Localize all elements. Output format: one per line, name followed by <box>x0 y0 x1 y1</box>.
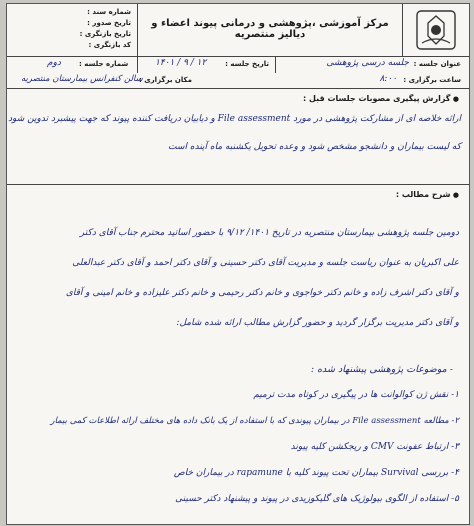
paragraph-line: دومین جلسه پژوهشی بیمارستان منتصریه در تاریخ ۱۴۰۱/ ۹/۱۲ با حضور اساتید محترم جناب آقای دکتر <box>79 228 459 238</box>
followup-line: ارائه خلاصه ای از مشارکت پژوهشی در مورد File assessment و دیابیان دریافت کننده پیوند که جهت پیشبرد تدوین شود <box>8 114 461 124</box>
session-info-row <box>7 56 469 89</box>
description-section <box>7 184 469 522</box>
document-sheet <box>6 3 470 525</box>
paragraph-line: و آقای دکتر اشرف زاده و خانم دکتر خواجوی و خانم دکتر رحیمی و خانم دکتر علیزاده و خانم امینی و آقای <box>65 288 459 298</box>
session-date-label: تاریخ جلسه : <box>225 60 269 68</box>
followup-title-text: گزارش پیگیری مصوبات جلسات قبل : <box>303 94 451 103</box>
topic-item: ۴- بررسی Survival بیماران تحت پیوند کلیه با rapamune در بیماران خاص <box>173 468 459 478</box>
form-header <box>7 4 469 89</box>
review-date-label: تاریخ بازنگری : <box>79 30 131 38</box>
description-title-text: شرح مطالب : <box>395 190 451 199</box>
session-title-value: جلسه درسی پژوهشی <box>326 58 409 68</box>
followup-section <box>7 88 469 185</box>
document-number-label: شماره سند : <box>87 8 131 16</box>
review-code-label: کد بازنگری : <box>88 41 131 49</box>
topic-item: ۵- استفاده از الگوی بیولوژیک های گلیکوزیدی در پیوند و پیشنهاد دکتر حسینی <box>175 494 459 504</box>
topic-item: ۱- نقش ژن کوالوانت ها در پیگیری در کوتاه مدت ترمیم <box>253 390 459 400</box>
divider <box>137 57 138 73</box>
divider <box>275 57 276 73</box>
issue-date-label: تاریخ صدور : <box>87 19 131 27</box>
time-value: ۸:۰۰ <box>379 74 397 84</box>
time-label: ساعت برگزاری : <box>403 76 461 84</box>
paragraph-line: و آقای دکتر مدیریت برگزار گردید و حضور گزارش مطالب ارائه شده شامل: <box>176 318 459 328</box>
topics-list-title: - موضوعات پژوهشی پیشنهاد شده : <box>310 364 453 375</box>
session-title-label: عنوان جلسه : <box>413 60 461 68</box>
bullet-icon: ● <box>450 95 459 103</box>
emblem-icon <box>414 9 458 51</box>
topic-item: ۲- مطالعه File assessment در بیماران پیوندی که با استفاده از یک بانک داده های مختلف ارائه اطلاعات کمی بیمار <box>50 416 459 426</box>
bullet-icon: ● <box>450 191 459 199</box>
paragraph-line: علی اکبریان به عنوان ریاست جلسه و مدیریت آقای دکتر حسینی و آقای دکتر احمد و آقای دکتر عبدالعلی <box>72 258 459 268</box>
session-number-label: شماره جلسه : <box>79 60 129 68</box>
topic-item: ۳- ارتباط عفونت CMV و ریجکشن کلیه پیوند <box>290 442 459 452</box>
logo-box <box>402 4 469 56</box>
organization-title: مرکز آموزشی ،پژوهشی و درمانی پیوند اعضاء و دیالیز منتصریه <box>151 18 389 40</box>
place-value: سالن کنفرانس بیمارستان منتصریه <box>21 74 143 84</box>
session-date-value: ۱۴۰۱ / ۹ / ۱۲ <box>155 58 207 68</box>
session-number-value: دوم <box>47 58 61 68</box>
place-label: مکان برگزاری : <box>139 76 192 84</box>
followup-title <box>303 94 459 103</box>
description-title <box>396 190 459 199</box>
followup-line: که لیست بیماران و دانشجو مشخص شود و وعده تحویل یکشنبه ماه آینده است <box>168 142 461 152</box>
document-meta-box <box>7 4 138 56</box>
